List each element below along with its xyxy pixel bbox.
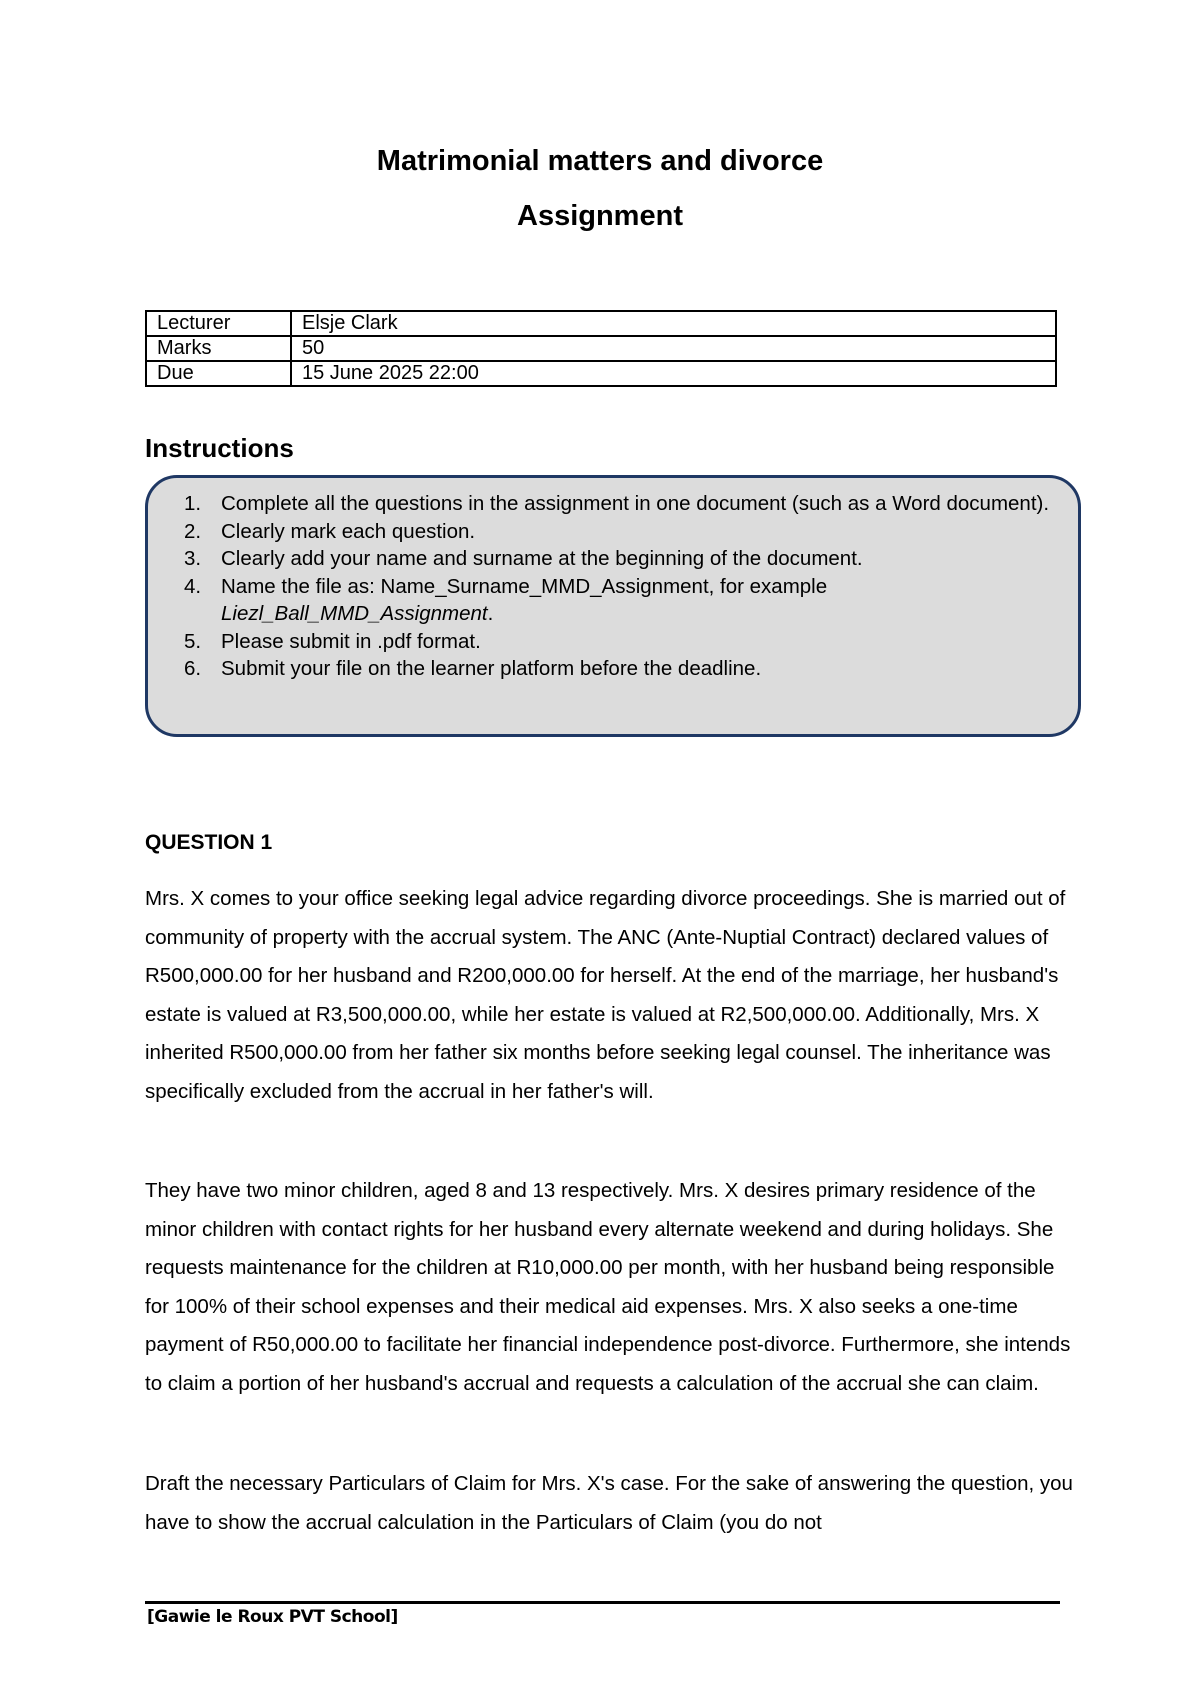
instructions-heading: Instructions xyxy=(145,433,294,463)
info-label: Marks xyxy=(146,336,291,361)
filename-example: Liezl_Ball_MMD_Assignment xyxy=(221,602,488,625)
instruction-text: Name the file as: Name_Surname_MMD_Assignment, for example xyxy=(221,574,828,598)
instruction-text: Complete all the questions in the assignment in one document (such as a Word document). xyxy=(221,492,1050,515)
instruction-item xyxy=(148,490,1078,518)
instruction-item xyxy=(148,655,1078,683)
info-label: Lecturer xyxy=(146,311,291,336)
assignment-info-table xyxy=(145,310,1057,387)
question-1-paragraph: They have two minor children, aged 8 and 13 respectively. Mrs. X desires primary residence of the minor children with contact rights for her husband every alternate weekend and during holidays. She requests maintenance for the children at R10,000.00 per month, with her husband being responsible for 100% of their school expenses and their medical aid expenses. Mrs. X also seeks a one-time payment of R50,000.00 to facilitate her financial independence post-divorce. Furthermore, she intends to claim a portion of her husband's accrual and requests a calculation of the accrual she can claim. xyxy=(145,1179,1071,1395)
info-row-due xyxy=(146,361,1056,386)
instruction-item xyxy=(148,545,1078,573)
info-row-lecturer xyxy=(146,311,1056,336)
instructions-list xyxy=(148,478,1078,683)
instructions-box xyxy=(145,475,1081,737)
instruction-number: 3. xyxy=(184,547,202,570)
instruction-number: 2. xyxy=(184,519,202,543)
instruction-text: Submit your file on the learner platform before the deadline. xyxy=(221,657,762,680)
instruction-text: Please submit in .pdf format. xyxy=(221,629,481,653)
instruction-suffix: . xyxy=(487,602,494,625)
info-row-marks xyxy=(146,336,1056,361)
instruction-item xyxy=(148,518,1078,546)
info-label: Due xyxy=(146,361,291,386)
document-title: Matrimonial matters and divorce xyxy=(376,145,824,177)
question-1-paragraph: Mrs. X comes to your office seeking legal advice regarding divorce proceedings. She is married out of community of property with the accrual system. The ANC (Ante-Nuptial Contract) declared values of R500,000.00 for her husband and R200,000.00 for herself. At the end of the marriage, her husband's estate is valued at R3,500,000.00, while her estate is valued at R2,500,000.00. Additionally, Mrs. X inherited R500,000.00 from her father six months before seeking legal counsel. The inheritance was specifically excluded from the accrual in her father's will. xyxy=(145,887,1066,1103)
instruction-item xyxy=(148,628,1078,656)
info-value: Elsje Clark xyxy=(291,311,1056,336)
instruction-number: 4. xyxy=(184,574,202,598)
instruction-text: Clearly add your name and surname at the beginning of the document. xyxy=(221,547,863,570)
info-value: 50 xyxy=(291,336,1056,361)
question-1-paragraph: Draft the necessary Particulars of Claim for Mrs. X's case. For the sake of answering the question, you have to show the accrual calculation in the Particulars of Claim (you do not xyxy=(145,1472,1073,1534)
question-1-heading: QUESTION 1 xyxy=(145,831,273,854)
instruction-number: 5. xyxy=(184,629,202,653)
instruction-text: Clearly mark each question. xyxy=(221,519,476,543)
footer-divider xyxy=(145,1601,1060,1604)
info-value: 15 June 2025 22:00 xyxy=(291,361,1056,386)
instruction-number: 6. xyxy=(184,657,202,680)
document-subtitle: Assignment xyxy=(517,200,683,232)
instruction-item xyxy=(148,573,1078,628)
footer-school-name: [Gawie le Roux PVT School] xyxy=(147,1607,398,1627)
instruction-number: 1. xyxy=(184,492,202,515)
